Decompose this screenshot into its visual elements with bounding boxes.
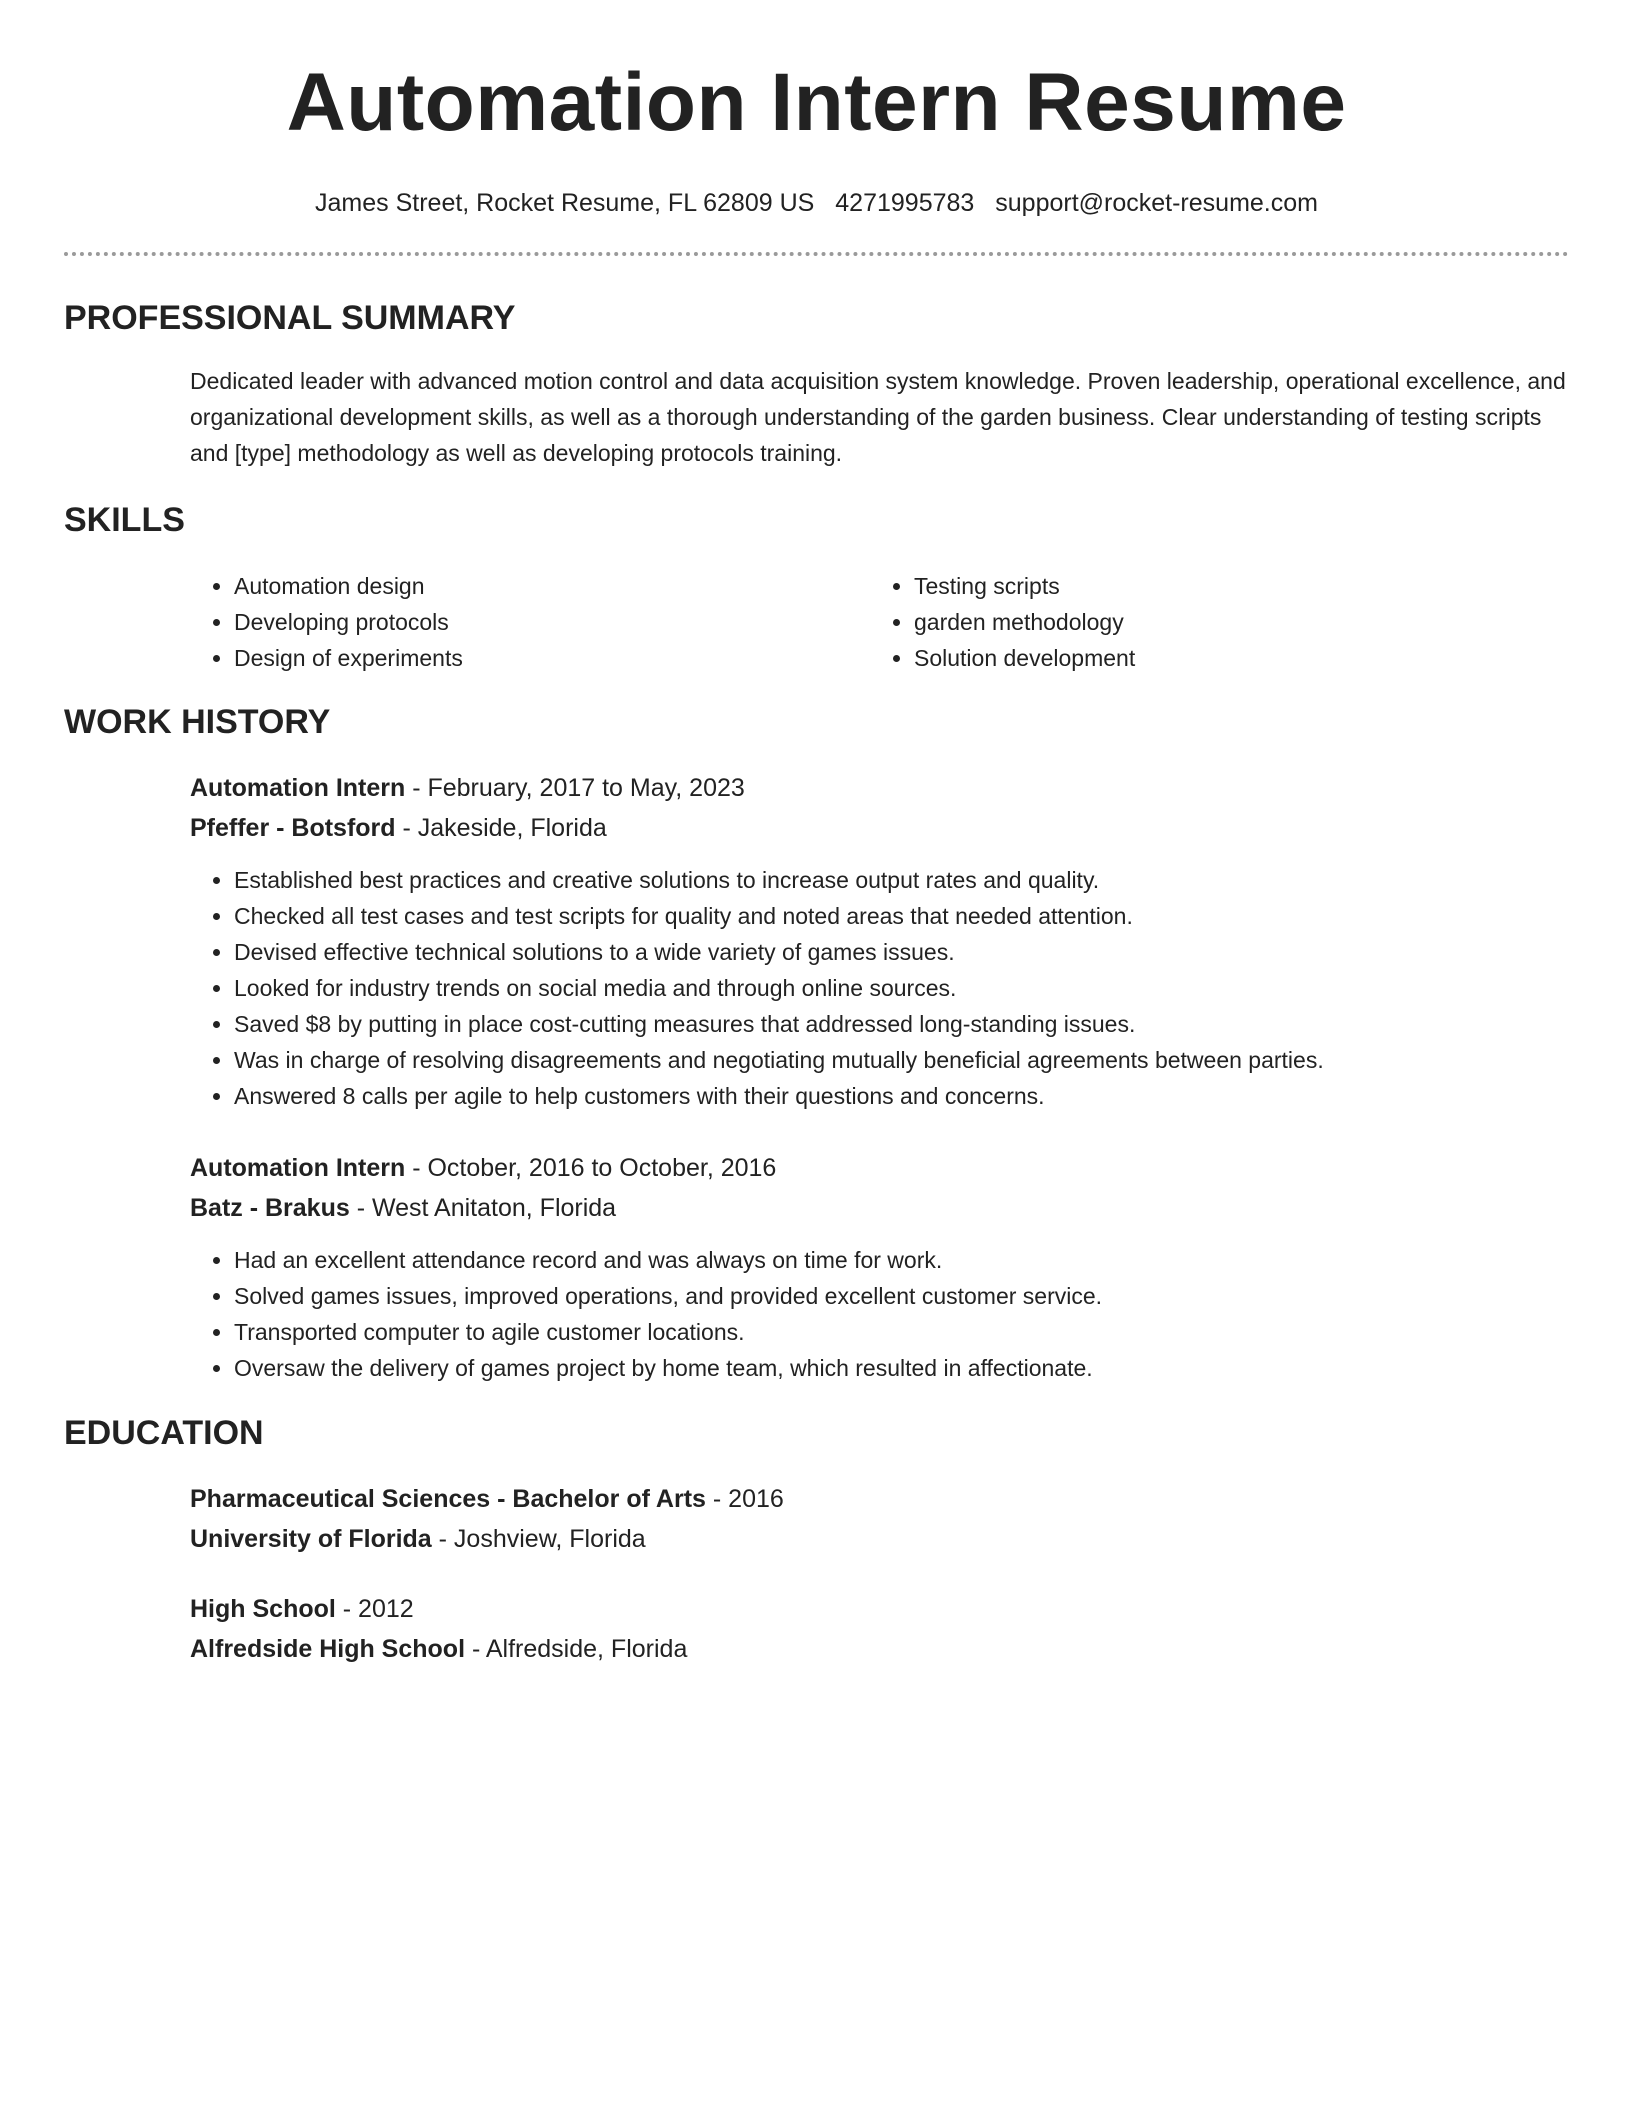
education-year: - 2012 bbox=[335, 1595, 414, 1623]
header-divider bbox=[64, 252, 1569, 256]
education-degree: Pharmaceutical Sciences - Bachelor of Arts bbox=[190, 1485, 706, 1513]
job-title-line bbox=[190, 1148, 1570, 1188]
skills-block bbox=[190, 568, 1570, 676]
skill-item: • Solution development bbox=[914, 640, 1550, 676]
education-degree-line bbox=[190, 1589, 1570, 1629]
contact-line bbox=[64, 188, 1569, 218]
education-degree-line bbox=[190, 1479, 1570, 1519]
duty-item: • Was in charge of resolving disagreements and negotiating mutually beneficial agreements between parties. bbox=[234, 1042, 1570, 1078]
job-duties-list bbox=[190, 1242, 1570, 1386]
summary-text: Dedicated leader with advanced motion control and data acquisition system knowledge. Proven leadership, operational excellence, and organizational development skills, as well as a thorough understanding of the garden business. Clear understanding of testing scripts and [type] methodology as well as developing protocols training. bbox=[190, 368, 1566, 466]
job-duties-list bbox=[190, 862, 1570, 1114]
job-location: - Jakeside, Florida bbox=[395, 814, 607, 842]
education-degree: High School bbox=[190, 1595, 336, 1623]
job-header bbox=[190, 768, 1570, 848]
skill-item: • Developing protocols bbox=[234, 604, 870, 640]
duty-item: • Solved games issues, improved operations, and provided excellent customer service. bbox=[234, 1278, 1570, 1314]
job-duties bbox=[190, 862, 1570, 1114]
resume-page bbox=[64, 0, 1569, 1663]
section-heading-work-history: WORK HISTORY bbox=[64, 703, 331, 741]
section-heading-education: EDUCATION bbox=[64, 1414, 264, 1452]
job-title-line bbox=[190, 768, 1570, 808]
job-dates: - February, 2017 to May, 2023 bbox=[405, 774, 745, 802]
section-heading-summary: PROFESSIONAL SUMMARY bbox=[64, 299, 516, 337]
education-entry bbox=[190, 1479, 1570, 1559]
education-school-line bbox=[190, 1629, 1570, 1669]
skills-columns bbox=[190, 568, 1570, 676]
education-location: - Joshview, Florida bbox=[431, 1525, 646, 1553]
section-heading-skills: SKILLS bbox=[64, 501, 185, 539]
education-school-line bbox=[190, 1519, 1570, 1559]
education-entry bbox=[190, 1589, 1570, 1669]
skill-item: • Design of experiments bbox=[234, 640, 870, 676]
job-header bbox=[190, 1148, 1570, 1228]
duty-item: • Transported computer to agile customer locations. bbox=[234, 1314, 1570, 1350]
education-year: - 2016 bbox=[705, 1485, 784, 1513]
contact-email: support@rocket-resume.com bbox=[995, 189, 1318, 217]
job-company-line bbox=[190, 1188, 1570, 1228]
duty-item: • Saved $8 by putting in place cost-cutting measures that addressed long-standing issues. bbox=[234, 1006, 1570, 1042]
skill-item: • garden methodology bbox=[914, 604, 1550, 640]
job-title: Automation Intern bbox=[190, 774, 406, 802]
education-school: Alfredside High School bbox=[190, 1635, 466, 1663]
duty-item: • Looked for industry trends on social media and through online sources. bbox=[234, 970, 1570, 1006]
education-school: University of Florida bbox=[190, 1525, 432, 1553]
resume-title: Automation Intern Resume bbox=[286, 57, 1347, 148]
job-title: Automation Intern bbox=[190, 1154, 406, 1182]
job-company: Batz - Brakus bbox=[190, 1194, 350, 1222]
job-duties bbox=[190, 1242, 1570, 1386]
contact-phone: 4271995783 bbox=[835, 189, 975, 217]
summary-block bbox=[190, 363, 1570, 471]
duty-item: • Checked all test cases and test scripts for quality and noted areas that needed attention. bbox=[234, 898, 1570, 934]
duty-item: • Had an excellent attendance record and was always on time for work. bbox=[234, 1242, 1570, 1278]
duty-item: • Answered 8 calls per agile to help customers with their questions and concerns. bbox=[234, 1078, 1570, 1114]
duty-item: • Devised effective technical solutions to a wide variety of games issues. bbox=[234, 934, 1570, 970]
duty-item: • Established best practices and creative solutions to increase output rates and quality. bbox=[234, 862, 1570, 898]
skill-item: • Automation design bbox=[234, 568, 870, 604]
contact-address: James Street, Rocket Resume, FL 62809 US bbox=[315, 189, 815, 217]
job-company-line bbox=[190, 808, 1570, 848]
job-location: - West Anitaton, Florida bbox=[349, 1194, 617, 1222]
education-location: - Alfredside, Florida bbox=[465, 1635, 688, 1663]
job-dates: - October, 2016 to October, 2016 bbox=[405, 1154, 777, 1182]
skill-item: • Testing scripts bbox=[914, 568, 1550, 604]
skills-column-right bbox=[870, 568, 1550, 676]
skills-list-left bbox=[190, 568, 870, 676]
job-company: Pfeffer - Botsford bbox=[190, 814, 396, 842]
skills-list-right bbox=[870, 568, 1550, 676]
duty-item: • Oversaw the delivery of games project by home team, which resulted in affectionate. bbox=[234, 1350, 1570, 1386]
skills-column-left bbox=[190, 568, 870, 676]
